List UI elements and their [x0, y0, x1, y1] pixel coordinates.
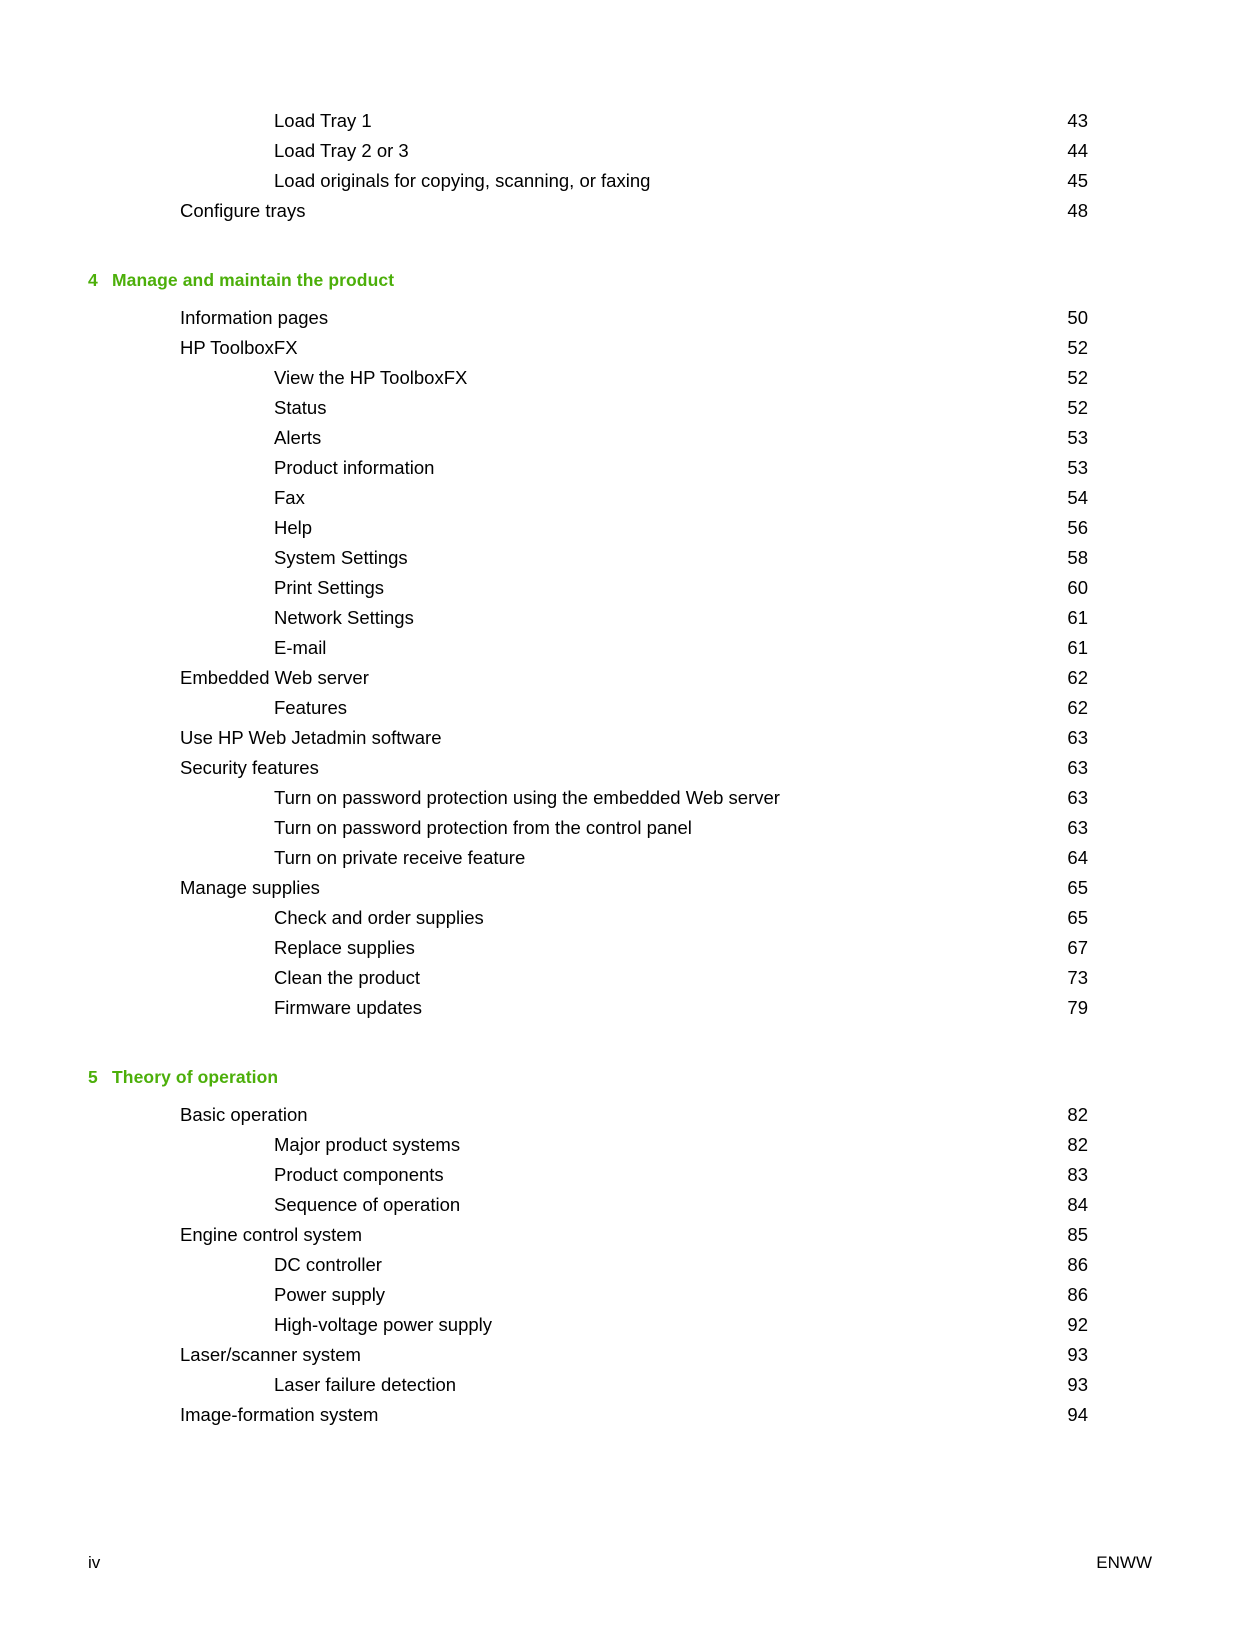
chapter-title: Manage and maintain the product [112, 270, 395, 290]
toc-entry-label: Network Settings [274, 607, 414, 628]
toc-entry-label: Fax [274, 487, 305, 508]
toc-dot-leader [326, 426, 1048, 445]
chapter-title: Theory of operation [112, 1067, 279, 1087]
toc-entry[interactable] [274, 543, 1088, 573]
toc-entry[interactable] [274, 693, 1088, 723]
toc-entry-label: Replace supplies [274, 937, 415, 958]
toc-entry-page-number: 93 [1067, 1374, 1088, 1395]
toc-entry-page-number: 82 [1067, 1104, 1088, 1125]
toc-entry-page-number: 62 [1067, 697, 1088, 718]
toc-entry-page-number: 83 [1067, 1164, 1088, 1185]
toc-entry-label: Check and order supplies [274, 907, 484, 928]
toc-entry[interactable] [274, 513, 1088, 543]
toc-entry[interactable] [274, 843, 1088, 873]
toc-entry[interactable] [180, 196, 1088, 226]
toc-entry-label: Product information [274, 457, 435, 478]
toc-entry-page-number: 73 [1067, 967, 1088, 988]
toc-entry-page-number: 58 [1067, 547, 1088, 568]
toc-entry[interactable] [274, 933, 1088, 963]
toc-dot-leader [414, 139, 1048, 158]
toc-entry-label: Product components [274, 1164, 444, 1185]
toc-entry[interactable] [274, 106, 1088, 136]
toc-entry-label: Turn on password protection using the embedded Web server [274, 787, 780, 808]
toc-entry-page-number: 56 [1067, 517, 1088, 538]
toc-entry-page-number: 65 [1067, 877, 1088, 898]
toc-entry-page-number: 45 [1067, 170, 1088, 191]
toc-entry-page-number: 52 [1067, 367, 1088, 388]
toc-entry-page-number: 82 [1067, 1134, 1088, 1155]
toc-dot-leader [427, 996, 1048, 1015]
toc-entry[interactable] [274, 963, 1088, 993]
toc-entry[interactable] [180, 1220, 1088, 1250]
toc-entry-label: E-mail [274, 637, 327, 658]
toc-entry[interactable] [274, 1280, 1088, 1310]
page-footer [88, 1553, 1152, 1573]
toc-entry-page-number: 48 [1067, 200, 1088, 221]
toc-entry-label: Clean the product [274, 967, 421, 988]
toc-entry-page-number: 53 [1067, 457, 1088, 478]
toc-entry-label: HP ToolboxFX [180, 337, 298, 358]
toc-dot-leader [413, 546, 1048, 565]
toc-entry[interactable] [274, 483, 1088, 513]
toc-entry-page-number: 63 [1067, 817, 1088, 838]
toc-entry[interactable] [274, 166, 1088, 196]
chapter-number: 4 [88, 270, 98, 290]
toc-entry[interactable] [274, 136, 1088, 166]
toc-entry-page-number: 63 [1067, 757, 1088, 778]
toc-entry[interactable] [274, 363, 1088, 393]
toc-dot-leader [367, 1223, 1048, 1242]
toc-entry-page-number: 53 [1067, 427, 1088, 448]
toc-entry[interactable] [274, 573, 1088, 603]
toc-dot-leader [530, 846, 1048, 865]
toc-entry[interactable] [274, 453, 1088, 483]
chapter-heading[interactable] [88, 270, 1088, 291]
toc-entry-label: Security features [180, 757, 319, 778]
toc-dot-leader [419, 606, 1048, 625]
toc-dot-leader [461, 1373, 1048, 1392]
toc-entry[interactable] [274, 783, 1088, 813]
toc-entry-label: Use HP Web Jetadmin software [180, 727, 442, 748]
toc-entry[interactable] [180, 333, 1088, 363]
toc-entry-page-number: 79 [1067, 997, 1088, 1018]
toc-entry-label: Load originals for copying, scanning, or faxing [274, 170, 651, 191]
toc-entry[interactable] [274, 423, 1088, 453]
toc-entry[interactable] [274, 1370, 1088, 1400]
toc-entry[interactable] [274, 1190, 1088, 1220]
toc-dot-leader [447, 726, 1048, 745]
table-of-contents [88, 106, 1088, 1430]
toc-dot-leader [697, 816, 1048, 835]
toc-entry-label: DC controller [274, 1254, 382, 1275]
toc-entry-label: Engine control system [180, 1224, 363, 1245]
toc-entry[interactable] [180, 753, 1088, 783]
toc-dot-leader [352, 696, 1048, 715]
toc-entry-label: View the HP ToolboxFX [274, 367, 468, 388]
toc-entry-page-number: 61 [1067, 607, 1088, 628]
toc-entry-page-number: 65 [1067, 907, 1088, 928]
toc-entry-page-number: 93 [1067, 1344, 1088, 1365]
toc-entry-page-number: 64 [1067, 847, 1088, 868]
toc-entry[interactable] [274, 1130, 1088, 1160]
toc-entry-page-number: 44 [1067, 140, 1088, 161]
toc-entry-page-number: 67 [1067, 937, 1088, 958]
toc-dot-leader [655, 169, 1048, 188]
chapter-number: 5 [88, 1067, 98, 1087]
toc-dot-leader [387, 1253, 1048, 1272]
toc-dot-leader [425, 966, 1048, 985]
toc-entry-label: Help [274, 517, 313, 538]
toc-entry-page-number: 60 [1067, 577, 1088, 598]
toc-entry-label: Load Tray 1 [274, 110, 372, 131]
toc-entry-page-number: 63 [1067, 727, 1088, 748]
toc-entry[interactable] [274, 993, 1088, 1023]
toc-entry[interactable] [180, 1340, 1088, 1370]
toc-dot-leader [374, 666, 1048, 685]
toc-entry-label: Laser/scanner system [180, 1344, 361, 1365]
toc-dot-leader [310, 199, 1048, 218]
toc-dot-leader [449, 1163, 1048, 1182]
toc-entry-label: High-voltage power supply [274, 1314, 493, 1335]
toc-dot-leader [366, 1343, 1048, 1362]
toc-entry[interactable] [180, 1100, 1088, 1130]
toc-dot-leader [333, 306, 1048, 325]
chapter-heading[interactable] [88, 1067, 1088, 1088]
toc-entry-page-number: 85 [1067, 1224, 1088, 1245]
toc-entry-page-number: 54 [1067, 487, 1088, 508]
toc-dot-leader [497, 1313, 1048, 1332]
toc-dot-leader [313, 1103, 1048, 1122]
toc-dot-leader [377, 109, 1048, 128]
footer-page-number: iv [88, 1553, 101, 1572]
toc-entry-label: Print Settings [274, 577, 385, 598]
toc-dot-leader [420, 936, 1048, 955]
toc-dot-leader [465, 1133, 1048, 1152]
footer-document-code: ENWW [1096, 1553, 1152, 1572]
toc-entry-label: Basic operation [180, 1104, 308, 1125]
toc-entry-label: Embedded Web server [180, 667, 369, 688]
toc-dot-leader [324, 756, 1048, 775]
toc-dot-leader [317, 516, 1048, 535]
toc-dot-leader [303, 336, 1048, 355]
toc-entry-label: Alerts [274, 427, 322, 448]
toc-entry-label: Laser failure detection [274, 1374, 457, 1395]
toc-dot-leader [331, 636, 1048, 655]
toc-entry[interactable] [274, 603, 1088, 633]
toc-entry-page-number: 61 [1067, 637, 1088, 658]
toc-entry-label: Sequence of operation [274, 1194, 461, 1215]
toc-entry-page-number: 52 [1067, 397, 1088, 418]
toc-entry[interactable] [274, 813, 1088, 843]
toc-entry-label: Turn on password protection from the control panel [274, 817, 692, 838]
toc-entry-label: Load Tray 2 or 3 [274, 140, 409, 161]
toc-entry-page-number: 52 [1067, 337, 1088, 358]
toc-entry[interactable] [180, 663, 1088, 693]
toc-entry[interactable] [180, 303, 1088, 333]
toc-entry-label: Power supply [274, 1284, 386, 1305]
toc-dot-leader [389, 576, 1048, 595]
toc-dot-leader [383, 1403, 1048, 1422]
toc-entry-label: Image-formation system [180, 1404, 379, 1425]
toc-entry-page-number: 62 [1067, 667, 1088, 688]
toc-entry-label: System Settings [274, 547, 408, 568]
toc-dot-leader [325, 876, 1048, 895]
toc-entry[interactable] [180, 1400, 1088, 1430]
toc-dot-leader [785, 786, 1048, 805]
toc-entry-page-number: 50 [1067, 307, 1088, 328]
toc-entry-page-number: 84 [1067, 1194, 1088, 1215]
toc-entry[interactable] [274, 903, 1088, 933]
toc-entry[interactable] [274, 1250, 1088, 1280]
toc-dot-leader [331, 396, 1048, 415]
toc-entry-label: Major product systems [274, 1134, 461, 1155]
toc-dot-leader [390, 1283, 1048, 1302]
toc-entry-label: Status [274, 397, 327, 418]
toc-dot-leader [439, 456, 1048, 475]
toc-dot-leader [310, 486, 1048, 505]
toc-entry-label: Configure trays [180, 200, 306, 221]
toc-entry-label: Firmware updates [274, 997, 423, 1018]
toc-dot-leader [465, 1193, 1048, 1212]
toc-entry-page-number: 43 [1067, 110, 1088, 131]
toc-entry-label: Turn on private receive feature [274, 847, 526, 868]
toc-entry[interactable] [274, 1310, 1088, 1340]
toc-entry-page-number: 63 [1067, 787, 1088, 808]
toc-entry-page-number: 94 [1067, 1404, 1088, 1425]
toc-entry[interactable] [274, 633, 1088, 663]
toc-entry[interactable] [274, 393, 1088, 423]
toc-entry[interactable] [180, 723, 1088, 753]
toc-entry-label: Information pages [180, 307, 329, 328]
toc-dot-leader [489, 906, 1048, 925]
toc-entry-label: Features [274, 697, 348, 718]
toc-entry-page-number: 86 [1067, 1254, 1088, 1275]
toc-entry-page-number: 86 [1067, 1284, 1088, 1305]
toc-entry-page-number: 92 [1067, 1314, 1088, 1335]
toc-dot-leader [472, 366, 1048, 385]
toc-entry-label: Manage supplies [180, 877, 320, 898]
toc-entry[interactable] [274, 1160, 1088, 1190]
toc-entry[interactable] [180, 873, 1088, 903]
